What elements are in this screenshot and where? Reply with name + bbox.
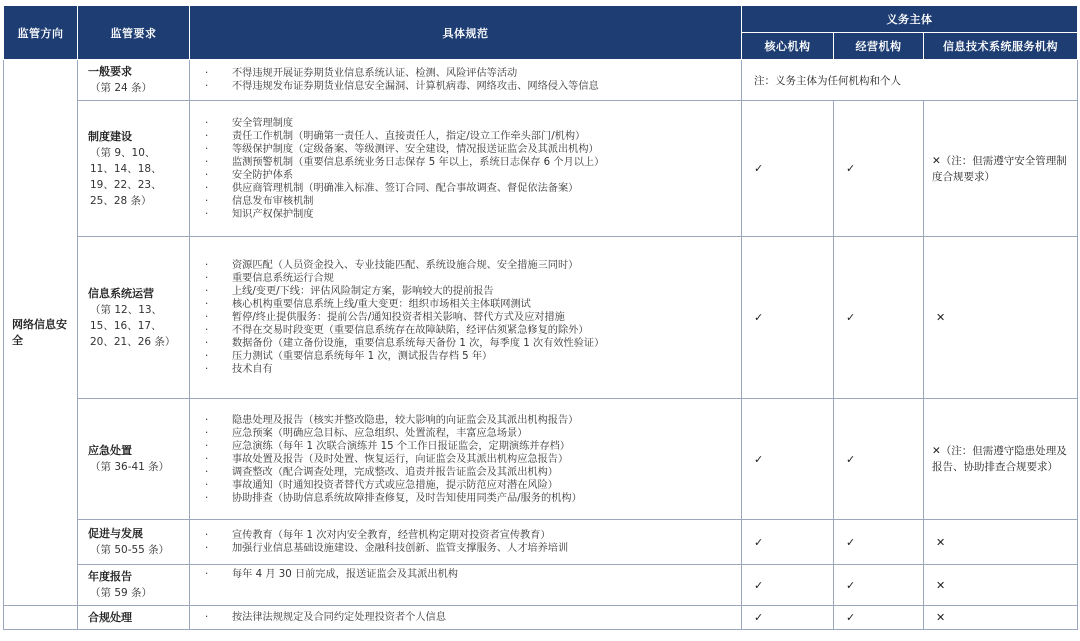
requirement-cell: [78, 399, 190, 520]
header-operator: 经营机构: [834, 33, 924, 60]
spec-cell: [190, 606, 742, 630]
core-mark: ✓: [742, 606, 834, 630]
requirement-title: 一般要求: [88, 65, 132, 78]
spec-cell: [190, 565, 742, 606]
spec-cell: [190, 237, 742, 399]
requirement-title: 促进与发展: [88, 527, 143, 540]
operator-mark: ✓: [834, 520, 924, 565]
spec-item: · 事故处置及报告（及时处置、恢复运行，向证监会及其派出机构应急报告）: [190, 453, 741, 466]
spec-item: · 责任工作机制（明确第一责任人、直接责任人，指定/设立工作牵头部门/机构）: [190, 130, 741, 143]
spec-cell: [190, 399, 742, 520]
spec-item: · 数据备份（建立备份设施，重要信息系统每天备份 1 次，每季度 1 次有效性验证）: [190, 337, 741, 350]
requirement-clause: （第 36-41 条）: [90, 461, 170, 473]
requirement-cell: [78, 101, 190, 237]
requirement-title: 合规处理: [88, 610, 132, 624]
spec-item: · 加强行业信息基础设施建设、金融科技创新、监管支撑服务、人才培养培训: [190, 542, 741, 555]
it-mark: ✕（注：但需遵守隐患处理及报告、协助排查合规要求）: [924, 399, 1078, 520]
requirement-title: 信息系统运营: [88, 286, 154, 300]
direction-compliance: [4, 606, 78, 630]
operator-mark: ✓: [834, 237, 924, 399]
spec-item: · 重要信息系统运行合规: [190, 272, 741, 285]
core-mark: ✓: [742, 237, 834, 399]
header-it-service: 信息技术系统服务机构: [924, 33, 1078, 60]
spec-item: · 上线/变更/下线：评估风险制定方案，影响较大的提前报告: [190, 285, 741, 298]
requirement-title: 应急处置: [88, 444, 132, 457]
header-direction: 监管方向: [4, 6, 78, 60]
spec-item: · 技术自有: [190, 363, 741, 376]
header-requirement: 监管要求: [78, 6, 190, 60]
requirement-cell: [78, 606, 190, 630]
spec-item: · 监测预警机制（重要信息系统业务日志保存 5 年以上，系统日志保存 6 个月以上）: [190, 156, 741, 169]
spec-cell: [190, 101, 742, 237]
requirement-cell: [78, 520, 190, 565]
requirement-title: 制度建设: [88, 129, 132, 143]
spec-item: · 压力测试（重要信息系统每年 1 次，测试报告存档 5 年）: [190, 350, 741, 363]
operator-mark: ✓: [834, 565, 924, 606]
spec-item: · 每年 4 月 30 日前完成，报送证监会及其派出机构: [190, 568, 741, 581]
operator-mark: ✓: [834, 606, 924, 630]
it-mark: ✕: [924, 606, 1078, 630]
it-mark: ✕: [924, 237, 1078, 399]
requirement-clause: （第 24 条）: [90, 82, 153, 94]
regulation-table: [3, 5, 1078, 630]
requirement-cell: [78, 565, 190, 606]
requirement-clause: （第 50-55 条）: [90, 544, 170, 556]
requirement-cell: [78, 60, 190, 101]
it-mark: ✕: [924, 565, 1078, 606]
spec-cell: [190, 520, 742, 565]
spec-item: · 不得在交易时段变更（重要信息系统存在故障缺陷，经评估须紧急修复的除外）: [190, 324, 741, 337]
spec-item: · 不得违规开展证券期货业信息系统认证、检测、风险评估等活动: [190, 67, 741, 80]
table-row: [4, 565, 1078, 606]
spec-item: · 安全管理制度: [190, 117, 741, 130]
spec-item: · 资源匹配（人员资金投入、专业技能匹配、系统设施合规、安全措施三同时）: [190, 259, 741, 272]
header-core: 核心机构: [742, 33, 834, 60]
spec-item: · 信息发布审核机制: [190, 195, 741, 208]
spec-item: · 隐患处理及报告（核实并整改隐患，较大影响的向证监会及其派出机构报告）: [190, 414, 741, 427]
spec-item: · 按法律法规规定及合同约定处理投资者个人信息: [190, 611, 741, 624]
header-spec: 具体规范: [190, 6, 742, 60]
spec-item: · 应急演练（每年 1 次联合演练并 15 个工作日报证监会，定期演练并存档）: [190, 440, 741, 453]
it-mark: ✕（注：但需遵守安全管理制度合规要求）: [924, 101, 1078, 237]
spec-item: · 知识产权保护制度: [190, 208, 741, 221]
it-mark: ✕: [924, 520, 1078, 565]
spec-item: · 安全防护体系: [190, 169, 741, 182]
requirement-title: 年度报告: [88, 570, 132, 583]
spec-item: · 宣传教育（每年 1 次对内安全教育，经营机构定期对投资者宣传教育）: [190, 529, 741, 542]
direction-network: 网络信息安全: [4, 60, 78, 606]
core-mark: ✓: [742, 565, 834, 606]
operator-mark: ✓: [834, 399, 924, 520]
core-mark: ✓: [742, 399, 834, 520]
spec-item: · 等级保护制度（定级备案、等级测评、安全建设，情况报送证监会及其派出机构）: [190, 143, 741, 156]
core-mark: ✓: [742, 101, 834, 237]
table-row: [4, 237, 1078, 399]
spec-item: · 不得违规发布证券期货业信息安全漏洞、计算机病毒、网络攻击、网络侵入等信息: [190, 80, 741, 93]
requirement-cell: [78, 237, 190, 399]
spec-item: · 暂停/终止提供服务：提前公告/通知投资者相关影响、替代方式及应对措施: [190, 311, 741, 324]
spec-item: · 调查整改（配合调查处理，完成整改、追责并报告证监会及其派出机构）: [190, 466, 741, 479]
spec-item: · 事故通知（时通知投资者替代方式或应急措施，提示防范应对潜在风险）: [190, 479, 741, 492]
core-mark: ✓: [742, 520, 834, 565]
table-row: [4, 520, 1078, 565]
subject-note: 注：义务主体为任何机构和个人: [742, 60, 1078, 101]
spec-item: · 供应商管理机制（明确准入标准、签订合同、配合事故调查、督促依法备案）: [190, 182, 741, 195]
spec-item: · 协助排查（协助信息系统故障排查修复，及时告知使用同类产品/服务的机构）: [190, 492, 741, 505]
table-row: [4, 399, 1078, 520]
table-row: [4, 606, 1078, 630]
requirement-clause: （第 59 条）: [90, 587, 153, 599]
spec-cell: [190, 60, 742, 101]
requirement-clause: （第 9、10、11、14、18、19、22、23、25、28 条）: [90, 146, 162, 207]
header-subject: 义务主体: [742, 6, 1078, 33]
requirement-clause: （第 12、13、15、16、17、20、21、26 条）: [90, 303, 176, 348]
spec-item: · 应急预案（明确应急目标、应急组织、处置流程，丰富应急场景）: [190, 427, 741, 440]
spec-item: · 核心机构重要信息系统上线/重大变更：组织市场相关主体联网测试: [190, 298, 741, 311]
operator-mark: ✓: [834, 101, 924, 237]
table-row: [4, 60, 1078, 101]
table-row: [4, 101, 1078, 237]
